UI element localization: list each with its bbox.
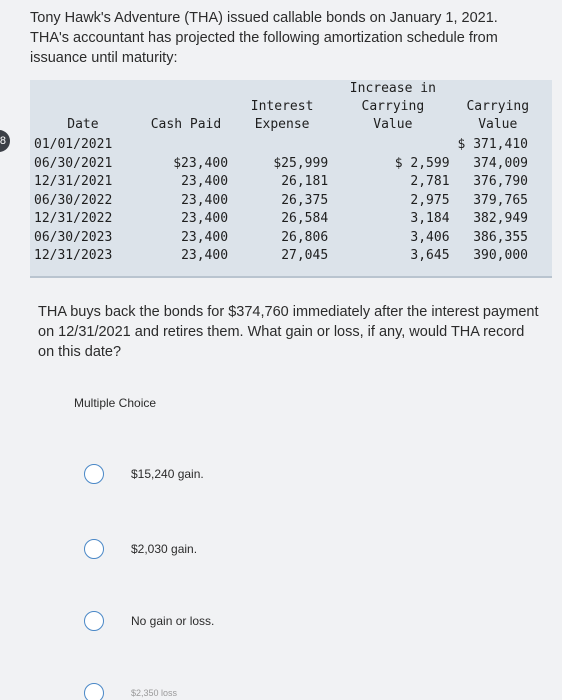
table-header-row xyxy=(30,80,552,136)
header-increase-carrying-value: Increase in Carrying Value xyxy=(349,81,436,132)
header-interest-expense: Interest Expense xyxy=(250,99,314,132)
question-number-tab[interactable]: 8 xyxy=(0,130,10,152)
option-2[interactable] xyxy=(84,539,484,569)
option-3[interactable] xyxy=(84,611,484,641)
question-text: THA buys back the bonds for $374,760 immediately after the interest payment on 12/31/2021 and retires them. What gain or loss, if any, would THA record on this date? xyxy=(38,304,539,360)
radio-button[interactable] xyxy=(84,539,104,559)
amortization-table xyxy=(30,80,552,278)
table-row: 12/31/2022 23,400 26,584 3,184 382,949 xyxy=(34,211,528,226)
multiple-choice-label: Multiple Choice xyxy=(74,396,157,410)
table-row: 12/31/2023 23,400 27,045 3,645 390,000 xyxy=(34,248,528,263)
radio-button[interactable] xyxy=(84,611,104,631)
option-label: No gain or loss. xyxy=(131,614,215,628)
header-carrying-value: Carrying Value xyxy=(466,99,530,132)
table-row: 01/01/2021 $ 371,410 xyxy=(34,137,528,152)
option-label: $2,350 loss xyxy=(131,688,178,698)
option-4[interactable] xyxy=(84,683,284,700)
question-intro: Tony Hawk's Adventure (THA) issued callable bonds on January 1, 2021. THA's accountant has projected the following amortization schedule from issuance until maturity: xyxy=(30,10,498,66)
option-label: $2,030 gain. xyxy=(131,542,198,556)
header-cash-paid: Cash Paid xyxy=(150,117,222,132)
option-label: $15,240 gain. xyxy=(131,467,204,481)
radio-button[interactable] xyxy=(84,683,104,700)
table-row: 06/30/2021 $23,400 $25,999 $ 2,599 374,009 xyxy=(34,155,528,171)
table-row: 06/30/2022 23,400 26,375 2,975 379,765 xyxy=(34,192,528,208)
radio-button[interactable] xyxy=(84,464,104,484)
option-1[interactable] xyxy=(84,464,484,494)
table-row: 12/31/2021 23,400 26,181 2,781 376,790 xyxy=(34,174,528,189)
table-row: 06/30/2023 23,400 26,806 3,406 386,355 xyxy=(34,229,528,245)
header-date: Date xyxy=(67,117,99,132)
